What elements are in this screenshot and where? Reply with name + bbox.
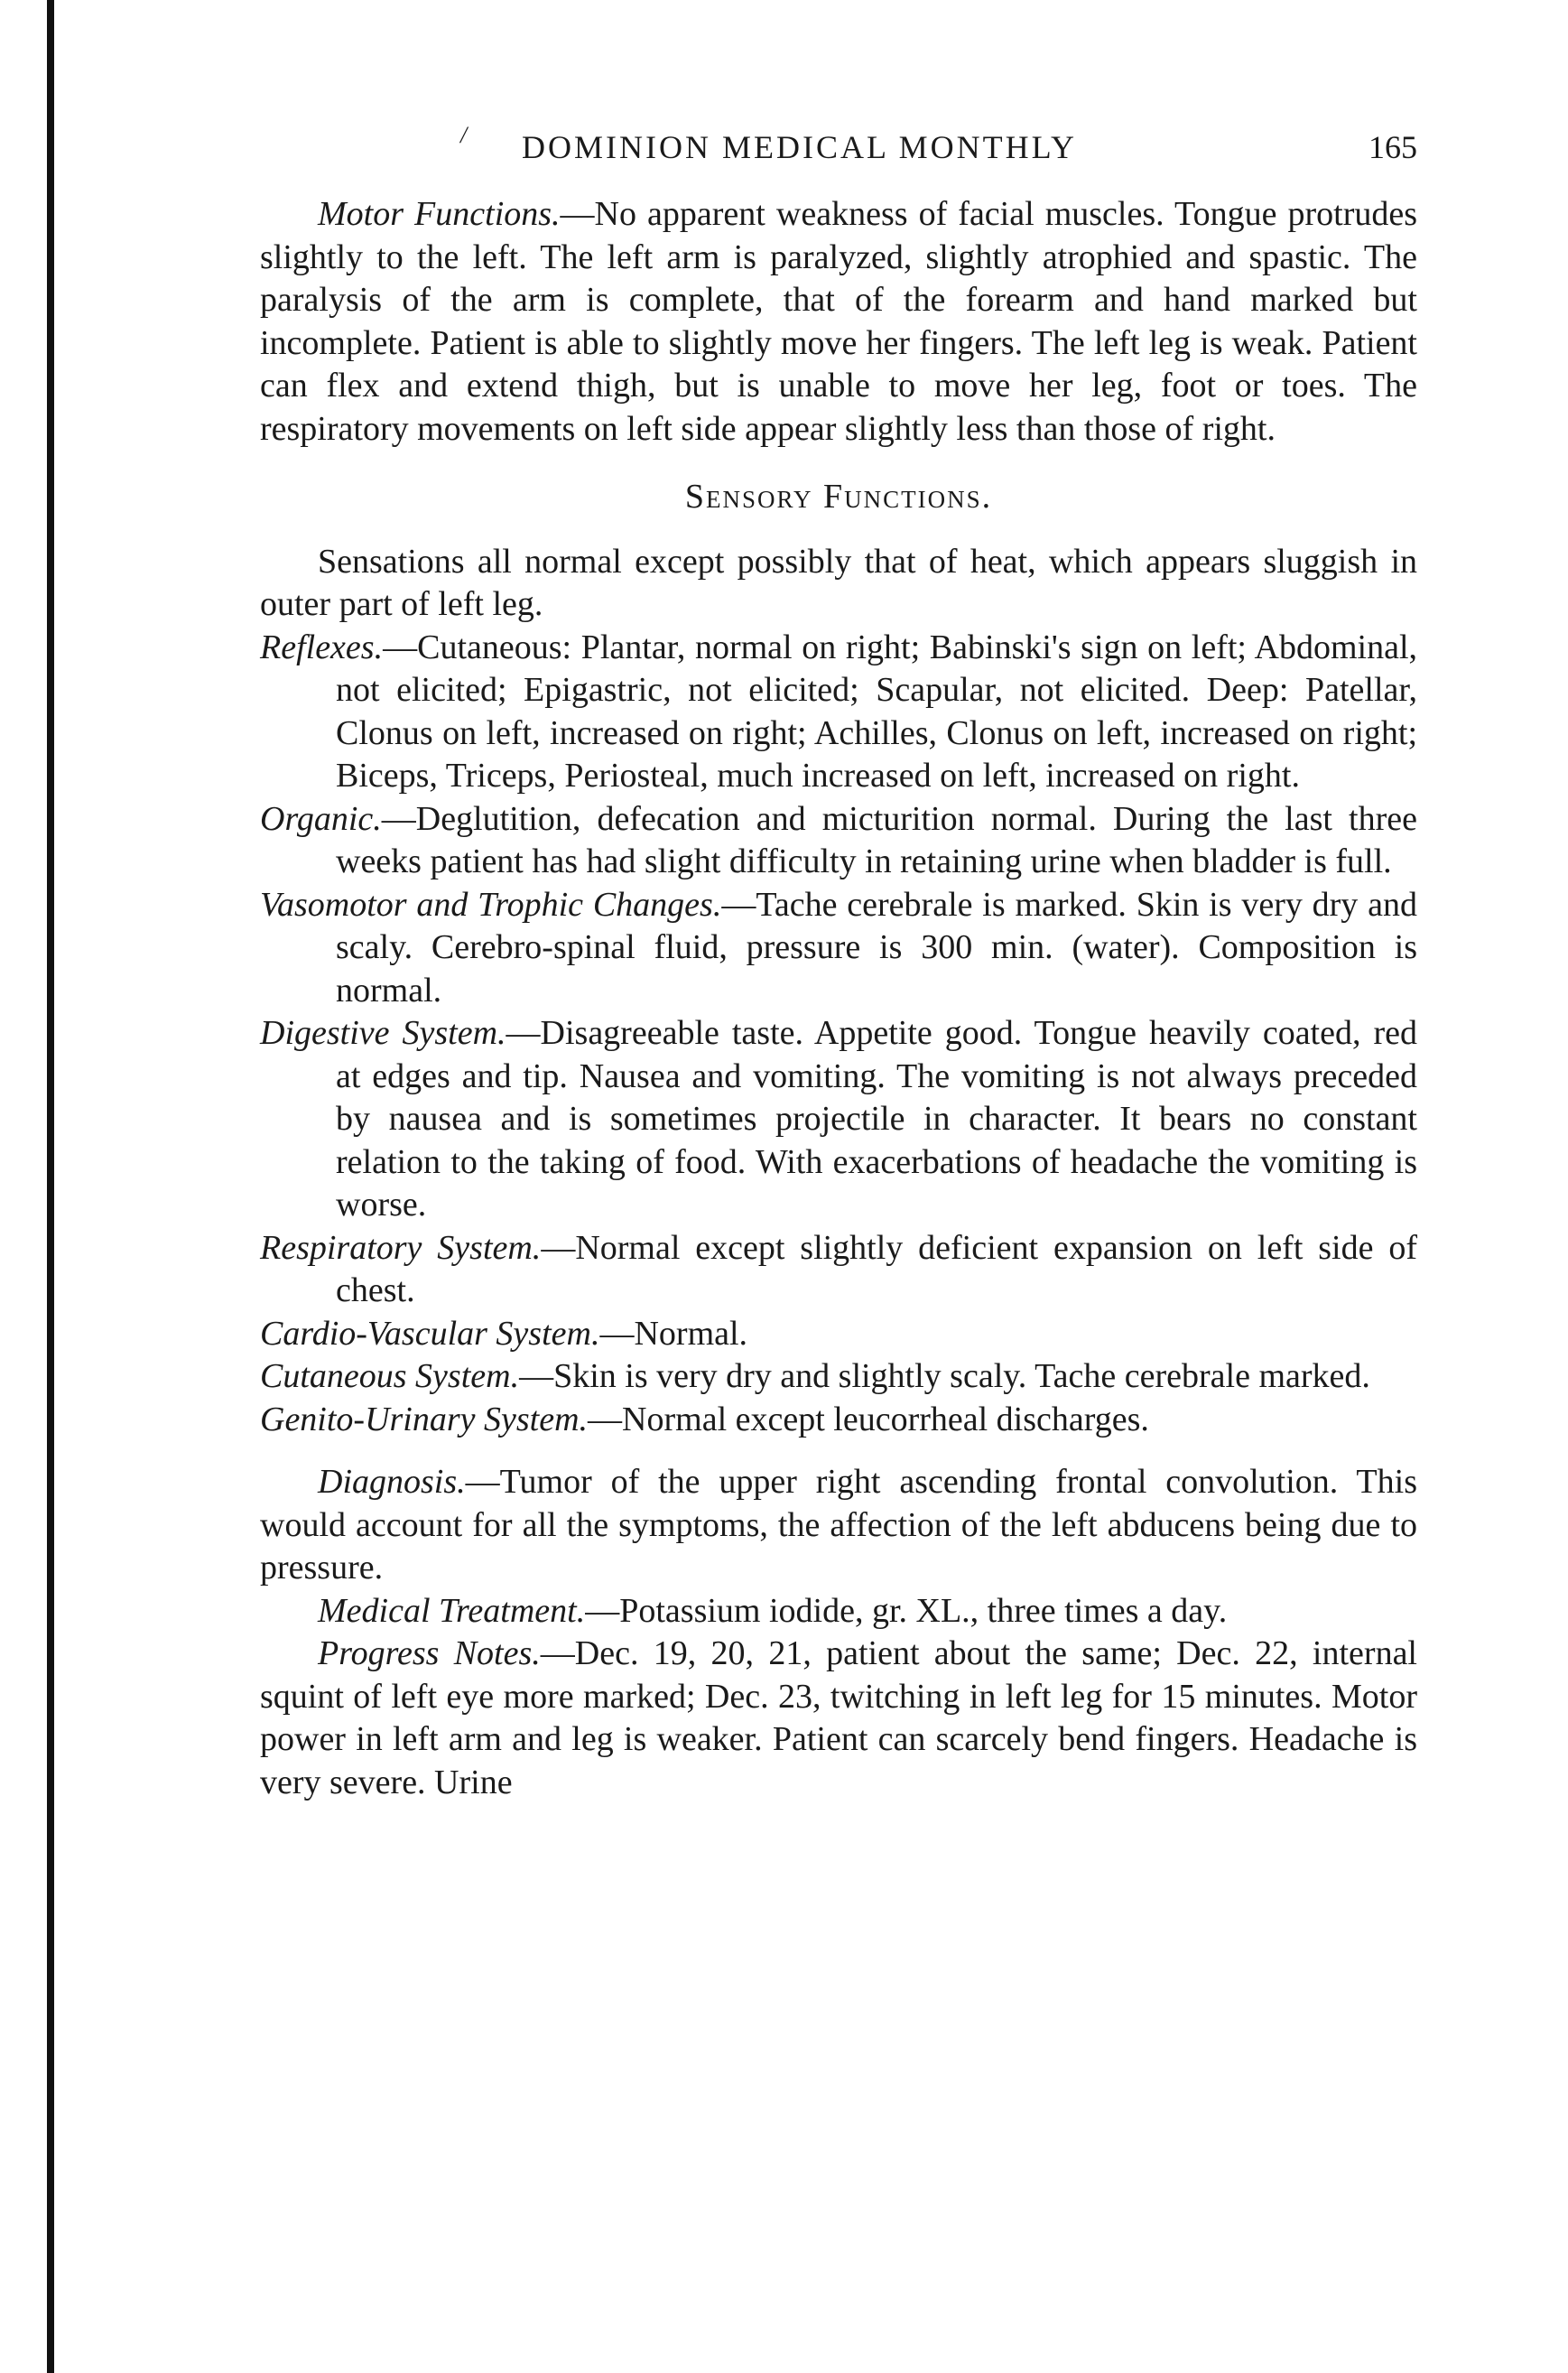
motor-functions-text: —No apparent weakness of facial muscles. Tongue protrudes slightly to the left. The left arm is paralyzed, slightly atrophied and spastic. The paralysis of the arm is complete, that of the forearm and hand marked but incomplete. Patient is able to slightly move her fingers. The left leg is weak. Patient can flex and extend thigh, but is unable to move her leg, foot or toes. The respiratory movements on left side appear slightly less than those of right.: [260, 195, 1418, 448]
journal-title: DOMINION MEDICAL MONTHLY: [522, 129, 1078, 165]
cutaneous-label: Cutaneous System.: [260, 1357, 520, 1395]
organic-text: —Deglutition, defecation and micturition normal. During the last three weeks patient has had slight difficulty in retaining urine when bladder is full.: [336, 799, 1417, 880]
reflexes-text: —Cutaneous: Plantar, normal on right; Babinski's sign on left; Abdominal, not elicited; Epigastric, not elicited; Scapular, not elicited. Deep: Patellar, Clonus on left, increased on right; Achilles, Clonus on left, increased on right; Biceps, Triceps, Periosteal, much increased on left, increased on right.: [336, 628, 1417, 795]
respiratory-entry: [260, 1227, 1417, 1313]
reflexes-entry: [260, 627, 1417, 798]
genito-urinary-entry: [260, 1399, 1417, 1442]
digestive-entry: [260, 1012, 1417, 1227]
cardio-vascular-text: —Normal.: [599, 1314, 748, 1353]
genito-urinary-label: Genito-Urinary System.: [260, 1400, 589, 1438]
running-head: [260, 122, 1417, 181]
cutaneous-text: —Skin is very dry and slightly scaly. Tache cerebrale marked.: [519, 1357, 1370, 1395]
sensations-paragraph: Sensations all normal except possibly that of heat, which appears sluggish in outer part of left leg.: [260, 542, 1417, 623]
diagnosis-text: —Tumor of the upper right ascending frontal convolution. This would account for all the symptoms, the affection of the left abducens being due to pressure.: [260, 1463, 1417, 1587]
organic-entry: [260, 798, 1417, 884]
motor-functions-label: Motor Functions.: [318, 195, 561, 233]
cardio-vascular-label: Cardio-Vascular System.: [260, 1314, 600, 1353]
cutaneous-entry: [260, 1355, 1417, 1399]
motor-functions-paragraph: [260, 193, 1417, 451]
diagnosis-label: Diagnosis.: [318, 1463, 466, 1501]
page-spine-edge: [47, 0, 54, 2373]
respiratory-text: —Normal except slightly deficient expansion on left side of chest.: [336, 1228, 1417, 1309]
cardio-vascular-entry: [260, 1313, 1417, 1356]
digestive-text: —Disagreeable taste. Appetite good. Tongue heavily coated, red at edges and tip. Nausea and vomiting. The vomiting is not always preceded by nausea and is sometimes projectile in character. It bears no constant relation to the taking of food. With exacerbations of headache the vomiting is worse.: [336, 1014, 1417, 1224]
progress-notes-label: Progress Notes.: [318, 1634, 541, 1672]
digestive-label: Digestive System.: [260, 1014, 506, 1052]
treatment-label: Medical Treatment.: [318, 1591, 586, 1630]
vasomotor-label: Vasomotor and Trophic Changes.: [260, 885, 722, 924]
vasomotor-text: —Tache cerebrale is marked. Skin is very dry and scaly. Cerebro-spinal fluid, pressure is 300 min. (water). Composition is normal.: [336, 885, 1417, 1010]
section-heading-sensory: Sensory Functions.: [684, 478, 993, 516]
treatment-text: —Potassium iodide, gr. XL., three times a day.: [585, 1591, 1228, 1630]
progress-notes-text: —Dec. 19, 20, 21, patient about the same; Dec. 22, internal squint of left eye more marked; Dec. 23, twitching in left leg for 15 minutes. Motor power in left arm and leg is weaker. Patient can scarcely bend fingers. Headache is very severe. Urine: [260, 1634, 1417, 1801]
document-page: [260, 122, 1418, 1804]
organic-label: Organic.: [260, 799, 382, 838]
page-number: 165: [1369, 129, 1417, 165]
stray-mark: /: [460, 122, 468, 148]
respiratory-label: Respiratory System.: [260, 1228, 542, 1267]
reflexes-label: Reflexes.: [260, 628, 384, 666]
genito-urinary-text: —Normal except leucorrheal discharges.: [588, 1400, 1149, 1438]
vasomotor-entry: [260, 884, 1417, 1013]
progress-notes-paragraph: [260, 1633, 1417, 1804]
treatment-paragraph: [260, 1590, 1417, 1633]
diagnosis-paragraph: [260, 1461, 1417, 1590]
